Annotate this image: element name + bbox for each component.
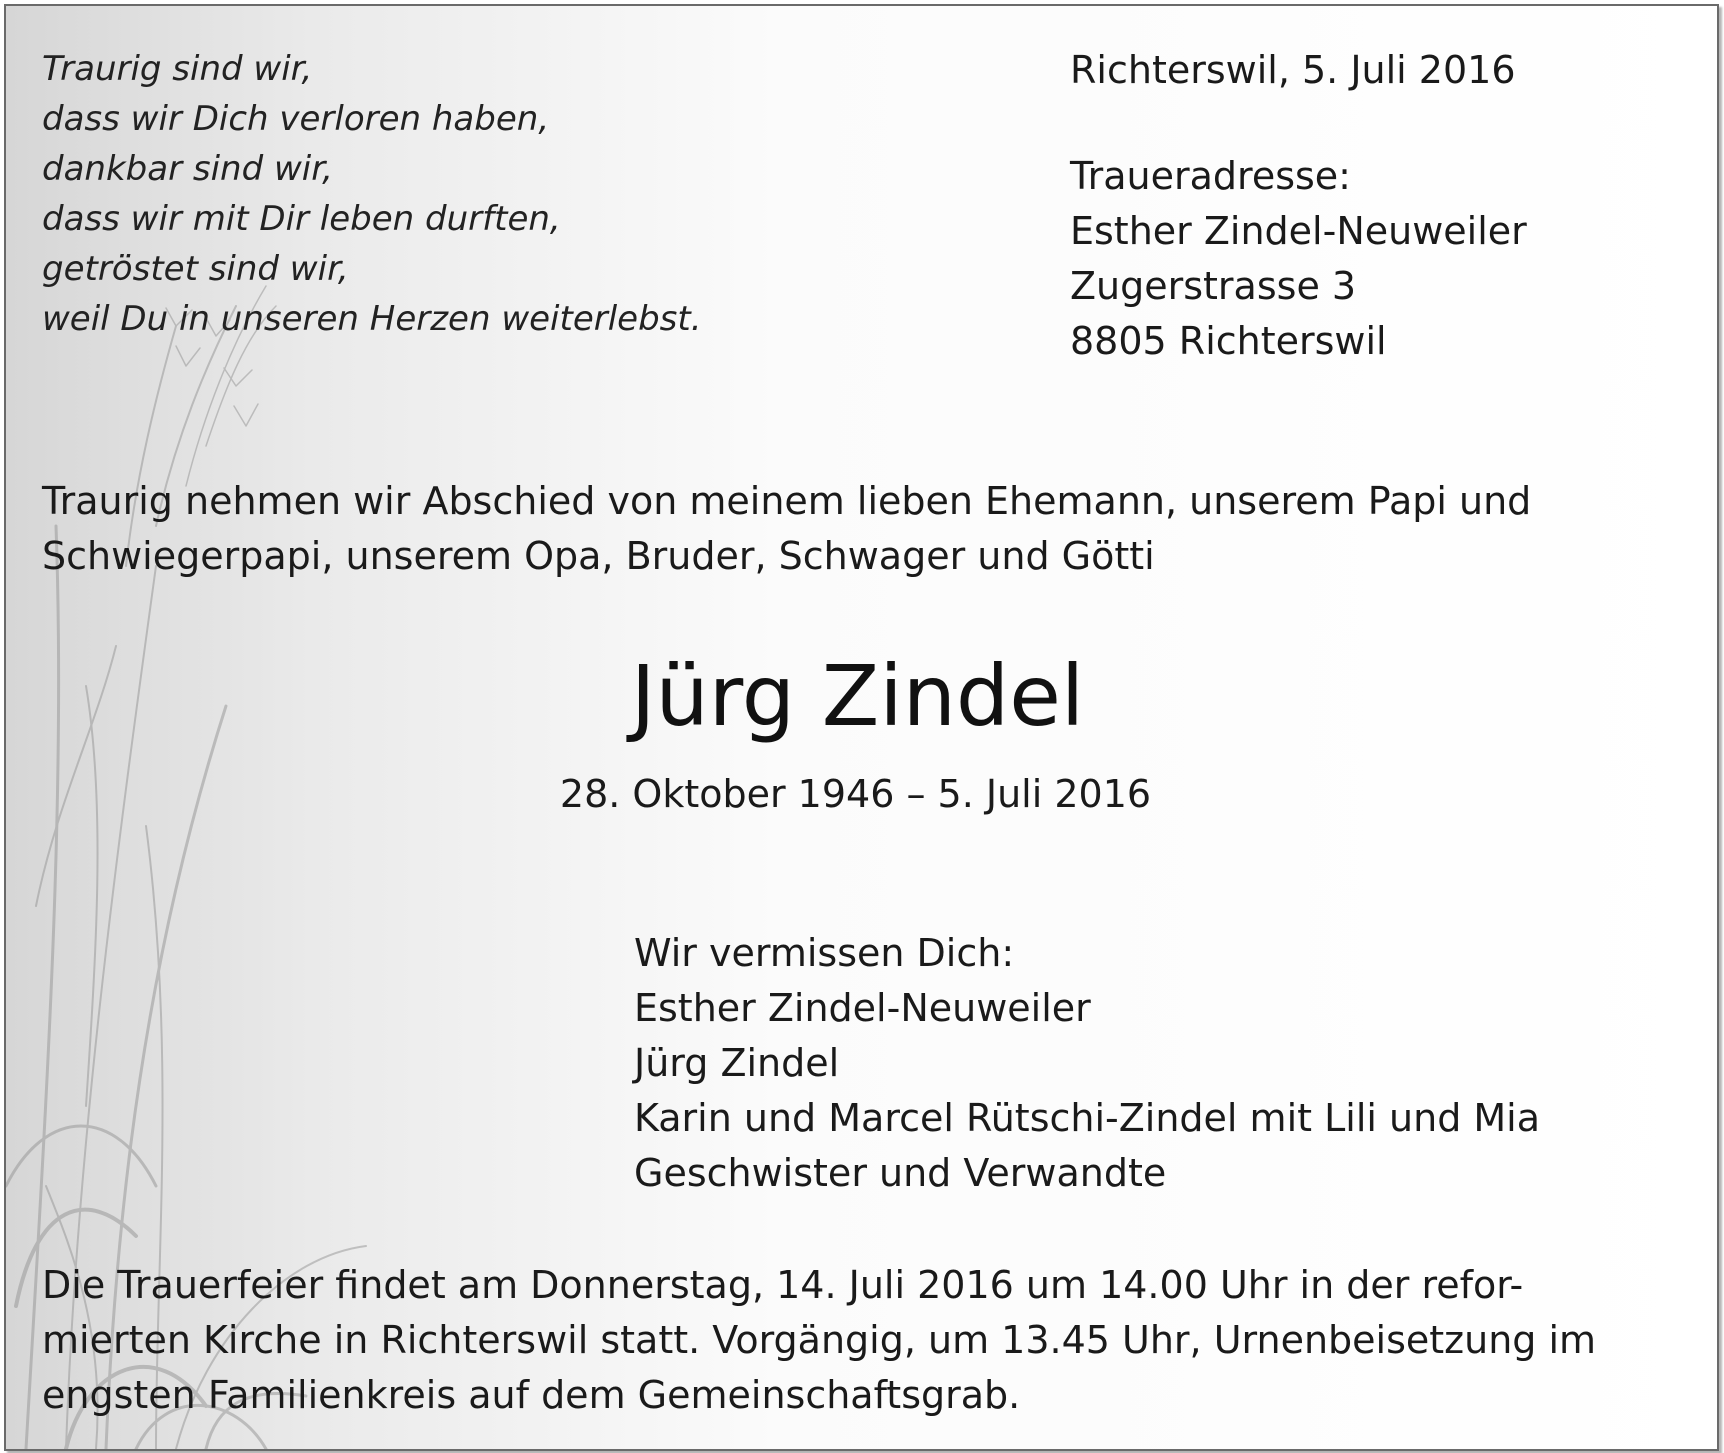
poem-line: weil Du in unseren Herzen weiterlebst. — [42, 299, 702, 339]
service-line: Die Trauerfeier findet am Donnerstag, 14. Juli 2016 um 14.00 Uhr in der refor- — [42, 1263, 1524, 1307]
deceased-name — [6, 646, 1717, 746]
poem-line: Traurig sind wir, — [42, 49, 313, 89]
mourning-address — [1070, 149, 1527, 369]
service-line: engsten Familienkreis auf dem Gemeinschaftsgrab. — [42, 1373, 1021, 1417]
funeral-service-info — [42, 1258, 1596, 1423]
mourners-heading: Wir vermissen Dich: — [634, 931, 1015, 975]
address-line: 8805 Richterswil — [1070, 319, 1387, 363]
intro-text — [42, 474, 1682, 584]
place-date: Richterswil, 5. Juli 2016 — [1070, 48, 1516, 92]
mourner-name: Jürg Zindel — [634, 1041, 840, 1085]
mourner-name: Esther Zindel-Neuweiler — [634, 986, 1091, 1030]
life-dates — [6, 766, 1717, 822]
mourner-name: Karin und Marcel Rütschi-Zindel mit Lili und Mia — [634, 1096, 1541, 1140]
life-dates-text: 28. Oktober 1946 – 5. Juli 2016 — [559, 772, 1152, 816]
intro-line: Schwiegerpapi, unserem Opa, Bruder, Schwager und Götti — [42, 534, 1155, 578]
poem — [42, 44, 702, 344]
intro-line: Traurig nehmen wir Abschied von meinem lieben Ehemann, unserem Papi und — [42, 479, 1532, 523]
poem-line: dass wir Dich verloren haben, — [42, 99, 550, 139]
mourners-list — [634, 926, 1540, 1201]
obituary-notice — [4, 4, 1719, 1451]
address-line: Zugerstrasse 3 — [1070, 264, 1357, 308]
address-line: Esther Zindel-Neuweiler — [1070, 209, 1527, 253]
mourner-name: Geschwister und Verwandte — [634, 1151, 1167, 1195]
poem-line: getröstet sind wir, — [42, 249, 349, 289]
poem-line: dankbar sind wir, — [42, 149, 333, 189]
service-line: mierten Kirche in Richterswil statt. Vorgängig, um 13.45 Uhr, Urnenbeisetzung im — [42, 1318, 1597, 1362]
poem-line: dass wir mit Dir leben durften, — [42, 199, 561, 239]
deceased-name-text: Jürg Zindel — [630, 647, 1085, 745]
address-heading: Traueradresse: — [1070, 154, 1351, 198]
